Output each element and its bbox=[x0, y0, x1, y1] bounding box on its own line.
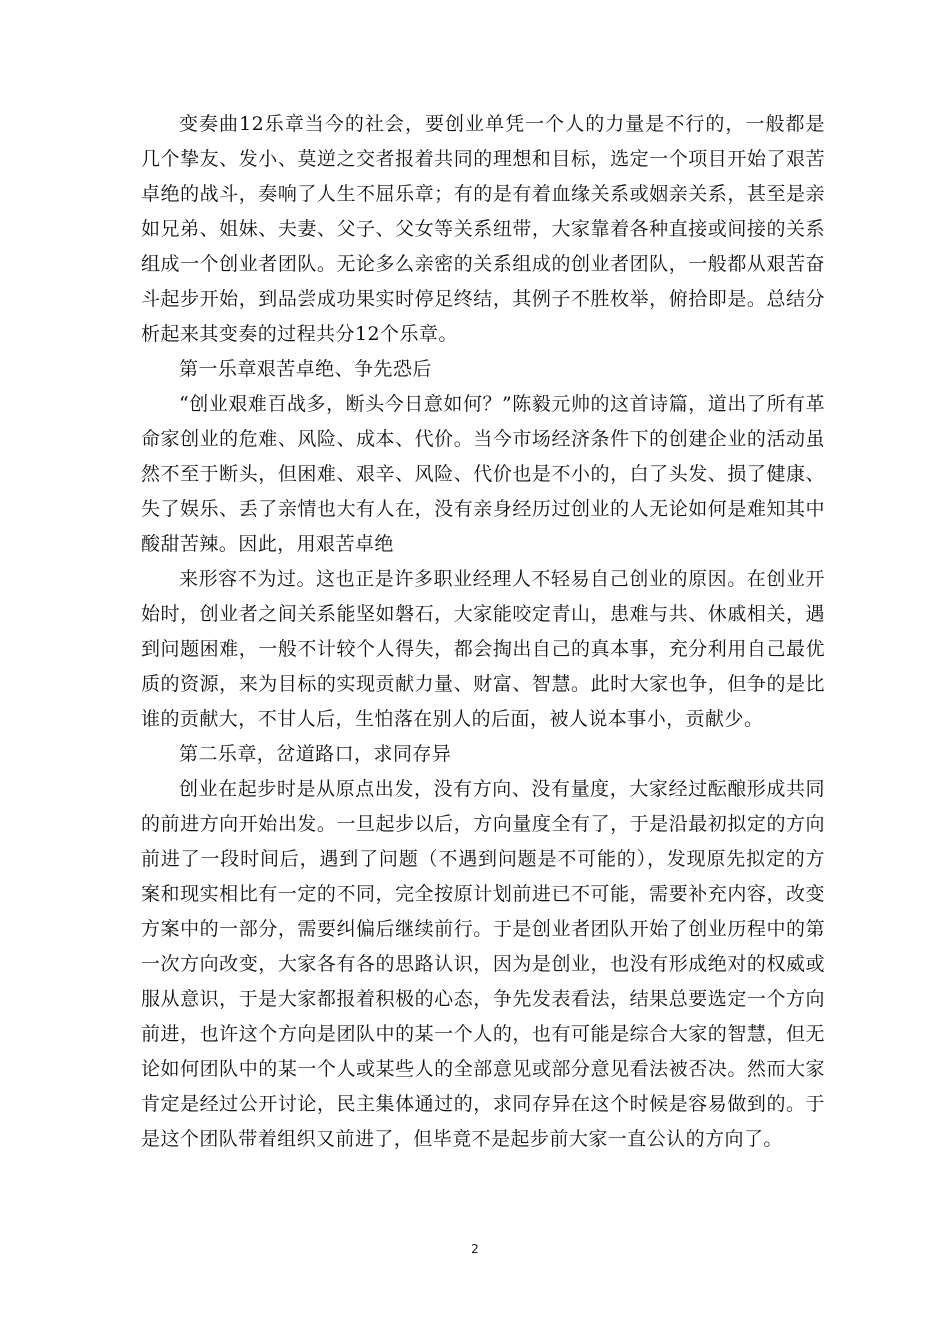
paragraph-movement-2: 创业在起步时是从原点出发，没有方向、没有量度，大家经过酝酿形成共同的前进方向开始出发。一旦起步以后，方向量度全有了，于是沿最初拟定的方向前进了一段时间后，遇到了问题（不遇到问题是不可能的），发现原先拟定的方案和现实相比有一定的不同，完全按原计划前进已不可能，需要补充内容，改变方案中的一部分，需要纠偏后继续前行。于是创业者团队开始了创业历程中的第一次方向改变，大家各有各的思路认识，因为是创业，也没有形成绝对的权威或服从意识，于是大家都报着积极的心态，争先发表看法，结果总要选定一个方向前进，也许这个方向是团队中的某一个人的，也有可能是综合大家的智慧，但无论如何团队中的某一个人或某些人的全部意见或部分意见看法被否决。然而大家肯定是经过公开讨论，民主集体通过的，求同存异在这个时候是容易做到的。于是这个团队带着组织又前进了，但毕竟不是起步前大家一直公认的方向了。 bbox=[141, 778, 825, 1150]
section-heading-movement-2: 第二乐章，岔道路口，求同存异 bbox=[179, 743, 452, 765]
paragraph-intro: 变奏曲12乐章当今的社会，要创业单凭一个人的力量是不行的，一般都是几个挚友、发小、莫逆之交者报着共同的理想和目标，选定一个项目开始了艰苦卓绝的战斗，奏响了人生不屈乐章；有的是有着血缘关系或姻亲关系，甚至是亲如兄弟、姐妹、夫妻、父子、父女等关系纽带，大家靠着各种直接或间接的关系组成一个创业者团队。无论多么亲密的关系组成的创业者团队，一般都从艰苦奋斗起步开始，到品尝成功果实时停足终结，其例子不胜枚举，俯拾即是。总结分析起来其变奏的过程共分12个乐章。 bbox=[141, 113, 825, 345]
paragraph-movement-1-part-1: “创业艰难百战多，断头今日意如何？”陈毅元帅的这首诗篇，道出了所有革命家创业的危难、风险、成本、代价。当今市场经济条件下的创建企业的活动虽然不至于断头，但困难、艰辛、风险、代价也是不小的，白了头发、损了健康、失了娱乐、丢了亲情也大有人在，没有亲身经历过创业的人无论如何是难知其中酸甜苦辣。因此，用艰苦卓绝 bbox=[141, 393, 825, 555]
document-body bbox=[141, 107, 825, 1157]
section-heading-movement-1: 第一乐章艰苦卓绝、争先恐后 bbox=[179, 358, 432, 380]
page-number: 2 bbox=[471, 1242, 479, 1256]
paragraph-movement-1-part-2: 来形容不为过。这也正是许多职业经理人不轻易自己创业的原因。在创业开始时，创业者之间关系能坚如磐石，大家能咬定青山，患难与共、休戚相关，遇到问题困难，一般不计较个人得失，都会掏出自己的真本事，充分利用自己最优质的资源，来为目标的实现贡献力量、财富、智慧。此时大家也争，但争的是比谁的贡献大，不甘人后，生怕落在别人的后面，被人说本事小，贡献少。 bbox=[141, 568, 825, 730]
